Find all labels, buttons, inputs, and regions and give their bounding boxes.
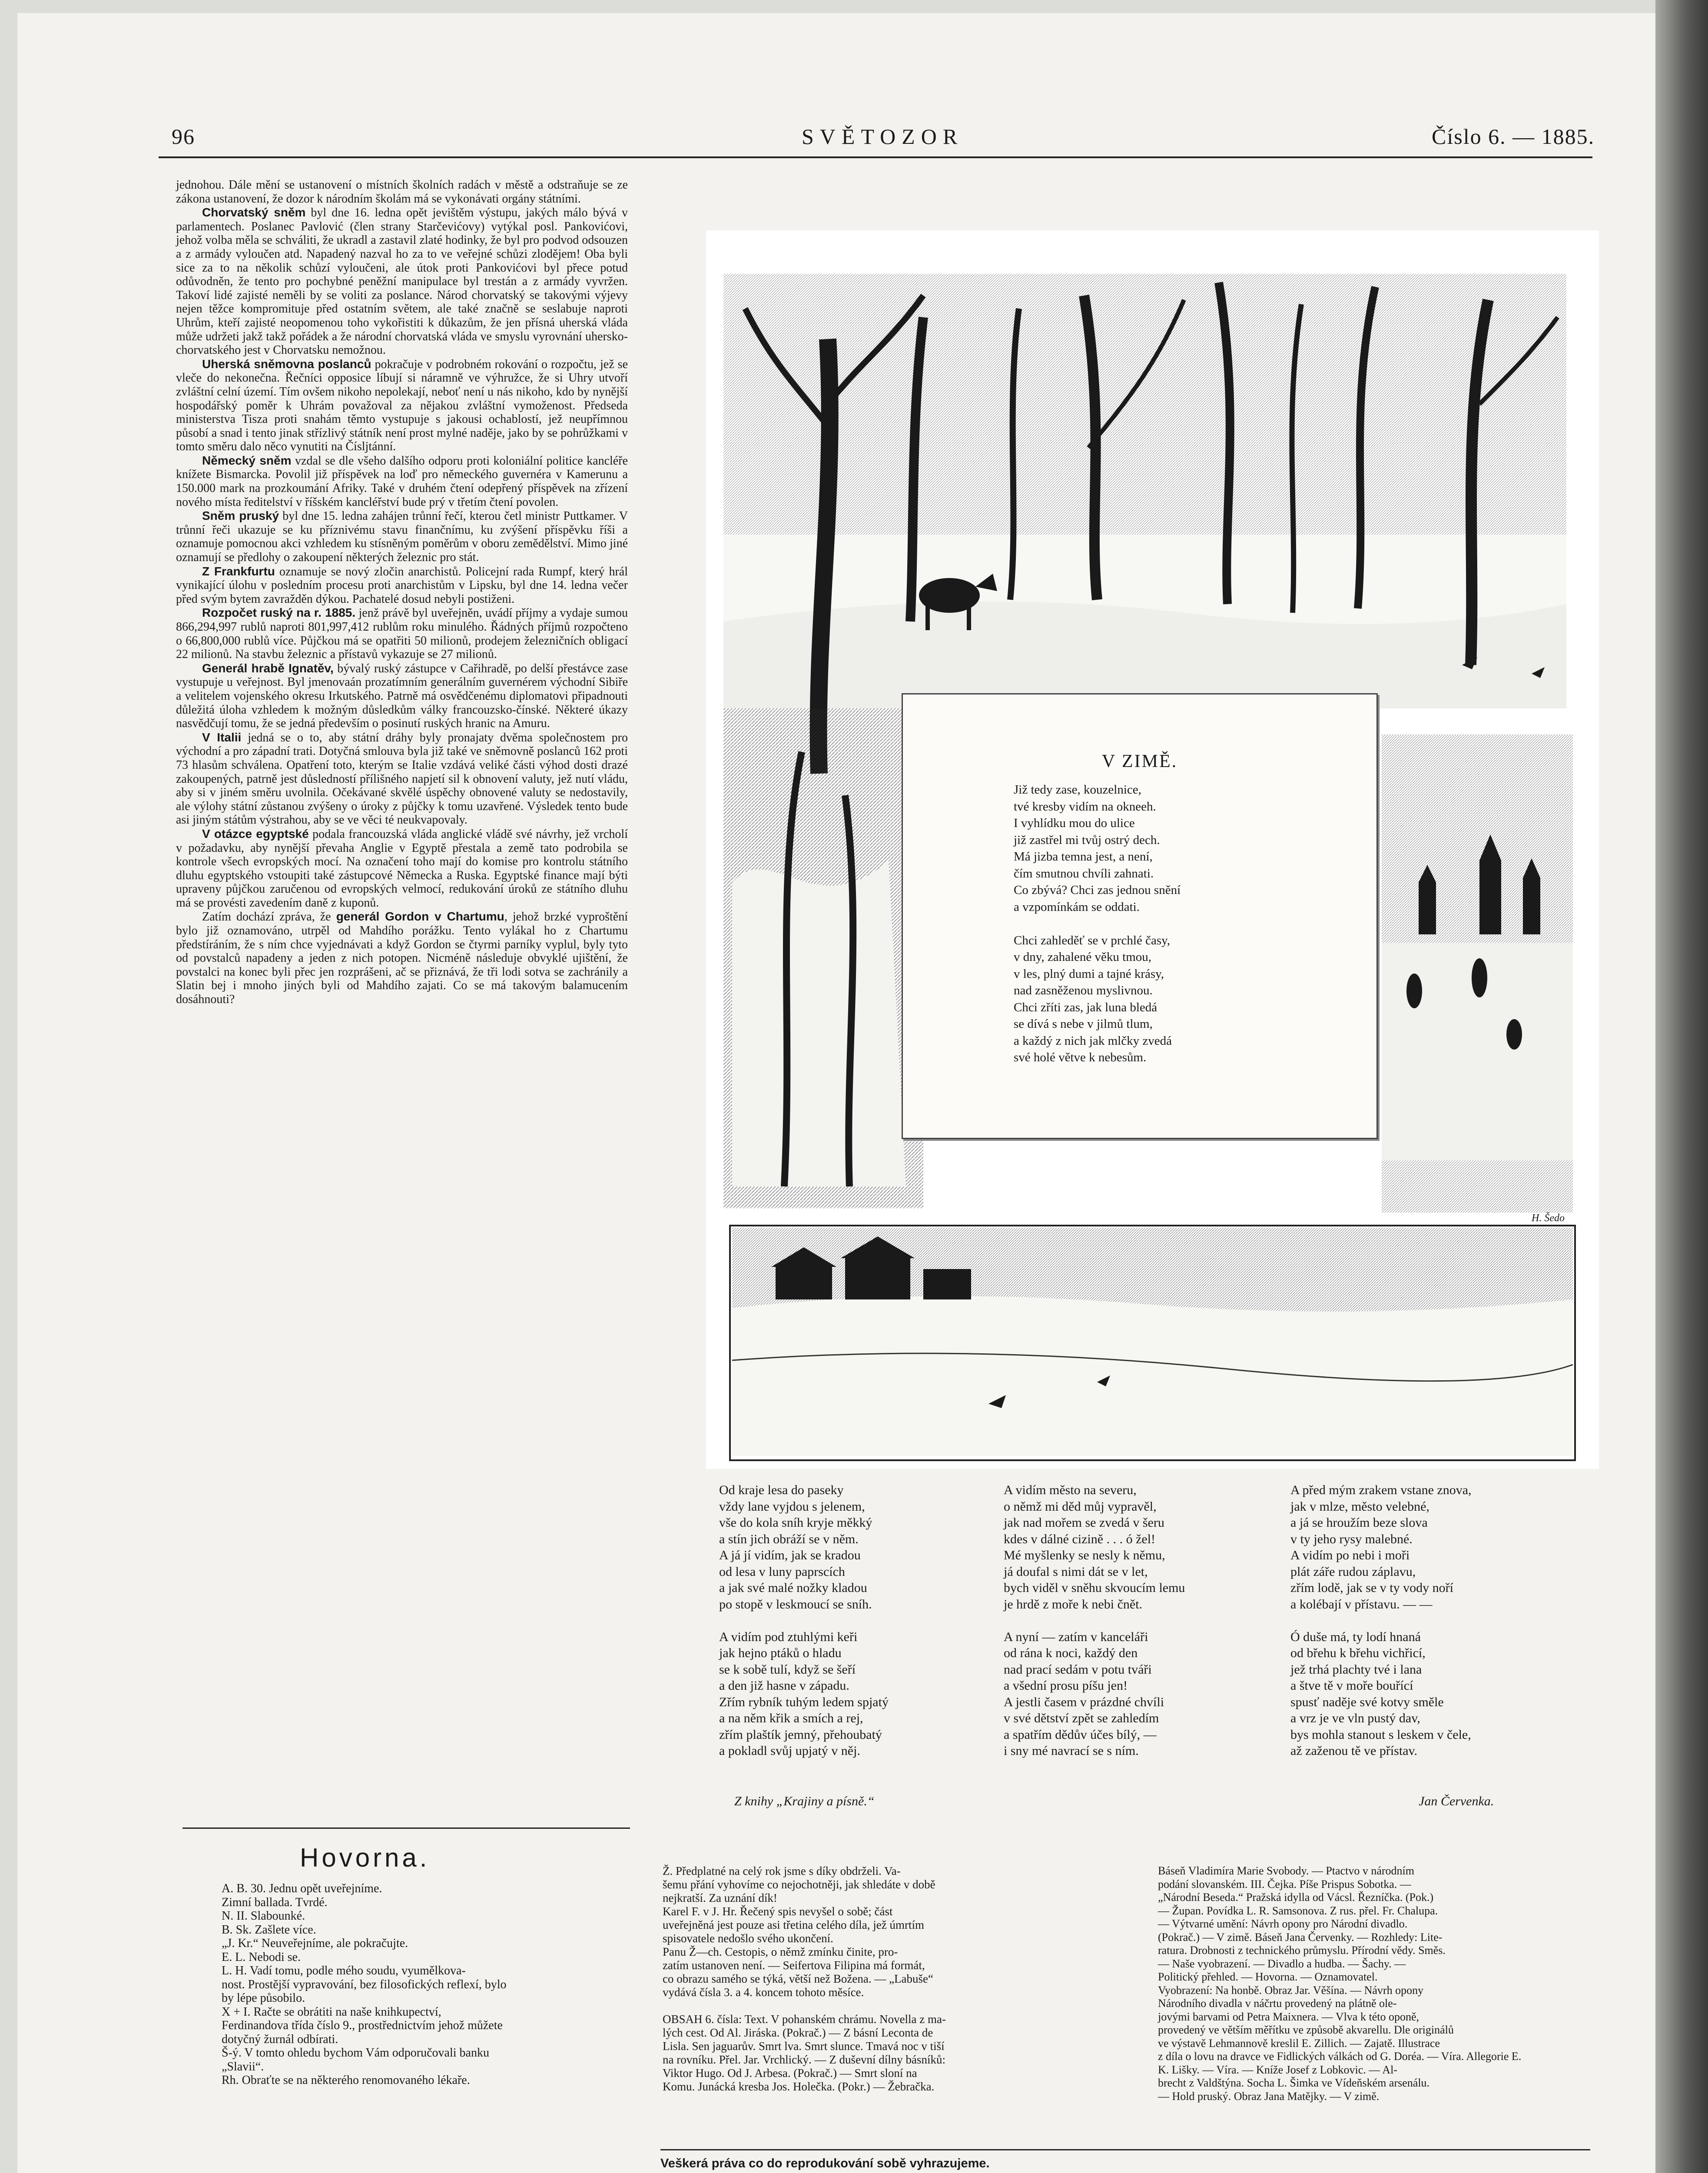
news-paragraph: V otázce egyptské podala francouzská vláda anglické vládě své návrhy, jež vrcholí v požadavku, aby nynější převaha Anglie v Egyptě přestala a země tato podrobila se kontrole všech evropských mocí. Na označení toho mají do komise pro kontrolu státního dluhu egyptského vstoupiti také zástupcové Německa a Ruska. Egyptské finance mají býti upraveny půjčkou zaručenou od evropských velmocí, redukování úroků ze státního dluhu má se provésti zavedením daně z kuponů. [176,827,628,910]
reader-replies-and-contents: Ž. Předplatné na celý rok jsme s díky obdrželi. Va- šemu přání vyhovíme co nejochotněji, jak shledáte v době nejkratší. Za uznání dík! Karel F. v J. Hr. Řečený spis nevyšel o sobě; část uveřejněná jest pouze asi třetina celého díla, jež úmrtím spisovatele nedošlo svého ukončení. Panu Ž—ch. Cestopis, o němž zmínku činite, pro- zatím ustanoven není. — Seifertova Filipina má formát, co obrazu samého se týká, větší než Božena. — „Labuše“ vydává čísla 3. a 4. koncem tohoto měsíce. OBSAH 6. čísla: Text. V pohanském chrámu. Novella z ma- lých cest. Od Al. Jiráska. (Pokrač.) — Z básní Leconta de Lisla. Sen jaguarův. Smrt lva. Smrt slunce. Tmavá noc v tiší na rovníku. Přel. Jar. Vrchlický. — Z duševní dílny básníků: Viktor Hugo. Od J. Arbesa. (Pokrač.) — Smrt sloní na Komu. Junácká kresba Jos. Holečka. (Pokr.) — Žebračka. [663,1864,946,2093]
news-heading: Generál hrabě Ignatěv, [202,661,334,675]
hovorna-title: Hovorna. [300,1843,430,1872]
news-heading: V Italii [202,730,242,744]
poem-card-stanzas: Již tedy zase, kouzelnice, tvé kresby vidím na okneeh. I vyhlídku mou do ulice již zastřel mi tvůj ostrý dech. Má jizba temna jest, a není, čím smutnou chvíli zahnati. Co zbývá? Chci zas jednou snění a vzpomínkám se oddati. Chci zahleděť se v prchlé časy, v dny, zahalené věku tmou, v les, plný dumi a tajné krásy, nad zasněženou myslivnou. Chci zříti zas, jak luna bledá se dívá s nebe v jilmů tlum, a každý z nich jak mlčky zvedá své holé větve k nebesům. [1014,783,1181,1064]
contents-continued: Báseň Vladimíra Marie Svobody. — Ptactvo v národním podání slovanském. III. Čejka. Píše Prispus Sobotka. — „Národní Beseda.“ Pražská idylla od Vácsl. Řezníčka. (Pok.) — Župan. Povídka L. R. Samsonova. Z rus. přel. Fr. Chalupa. — Výtvarné umění: Návrh opony pro Národní divadlo. (Pokrač.) — V zimě. Báseň Jana Červenky. — Rozhledy: Lite- ratura. Drobnosti z technického průmyslu. Přírodní vědy. Směs. — Naše vyobrazení. — Divadlo a hudba. — Šachy. — Politický přehled. — Hovorna. — Oznamovatel. Vyobrazení: Na honbě. Obraz Jar. Věšína. — Návrh opony Národního divadla v náčrtu provedený na plátně ole- jovými barvami od Petra Maixnera. — Vlva k této oponě, provedený ve větším měřítku ve způsobě akvarellu. Dle originálů ve výstavě Lehmannově kreslil E. Zillich. — Zajatě. Illustrace z díla o lovu na dravce ve Fidlických válkách od G. Doréa. — Víra. Allegorie E. K. Lišky. — Víra. — Kníže Josef z Lobkovic. — Al- brecht z Valdštýna. Socha L. Šimka ve Vídeňském arsenálu. — Hold pruský. Obraz Jana Matějky. — V zimě. [1158,1864,1522,2103]
hovorna-replies: A. B. 30. Jednu opět uveřejníme. Zimní ballada. Tvrdé. N. II. Slabounké. B. Sk. Zašlete více. „J. Kr.“ Neuveřejníme, ale pokračujte. E. L. Nebodi se. L. H. Vadí tomu, podle mého soudu, vyumělkova- nost. Prostější vypravování, bez filosofických reflexí, bylo by lépe působilo. X + I. Račte se obrátiti na naše knihkupectví, Ferdinandova třída číslo 9., prostřednictvím jehož můžete dotyčný žurnál odbírati. Š-ý. V tomto ohledu bychom Vám odporučovali banku „Slavii“. Rh. Obraťte se na některého renomovaného lékaře. [222,1882,507,2087]
news-heading: Z Frankfurtu [202,564,275,578]
issue-number: Číslo 6. — 1885. [1432,124,1595,149]
winter-illustration [706,230,1599,1469]
poem-column-3: A před mým zrakem vstane znova, jak v mlze, město velebné, a já se hroužím beze slova v ty jeho rysy malebné. A vidím po nebi i moři plát záře rudou záplavu, zřím lodě, jak se v ty vody noří a kolébají v přístavu. — — Ó duše má, ty lodí hnaná od břehu k břehu vichřicí, jež trhá plachty tvé i lana a štve tě v moře bouřící spusť naděje své kotvy směle a vrz je ve vln pustý dav, bys mohla stanout s leskem v čele, až zaženou tě ve přístav. [1290,1483,1472,1758]
poem-column-1: Od kraje lesa do paseky vždy lane vyjdou s jelenem, vše do kola sníh kryje měkký a stín jich obráží se v něm. A já jí vidím, jak se kradou od lesa v luny paprscích a jak své malé nožky kladou po stopě v leskmoucí se sníh. A vidím pod ztuhlými keři jak hejno ptáků o hladu se k sobě tulí, když se šeří a den již hasne v západu. Zřím rybník tuhým ledem spjatý a na něm křik a smích a rej, zřím plaštík jemný, přehoubatý a pokladl svůj upjatý v něj. [719,1483,889,1758]
poem-title: V ZIMĚ. [1101,751,1178,771]
news-paragraph: Z Frankfurtu oznamuje se nový zločin anarchistů. Policejní rada Rumpf, který hrál vynikající úlohu v posledním procesu proti anarchistům v Lipsku, byl dne 14. ledna večer před svým bytem zavražděn dýkou. Pachatelé dosud nebyli postiženi. [176,564,628,606]
news-paragraph: Chorvatský sněm byl dne 16. ledna opět jevištěm výstupu, jakých málo bývá v parlamentech. Poslanec Pavlović (člen strany Starčevićovy) vytýkal posl. Pankovićovi, jehož volba měla se schváliti, že ukradl a zastavil zlaté hodinky, že byl pro podvod odsouzen a z armády vyloučen atd. Napadený nazval ho za to ve veřejné schůzi zlodějem! Oba byli sice za to na několik schůzí vyloučeni, ale útok proti Pankovićovi byl přece potud odůvodněn, že tento pro pochybné peněžní manipulace byl trestán a z armády vyvržen. Takoví lidé zajisté neměli by se voliti za poslance. Národ chorvatský se takovými výjevy nejen těžce kompromituje před ostatním světem, ale také značně se seslabuje naproti Uhrům, kteří zajisté neopomenou toho vykořistiti k důkazům, že jen přísná uherská vláda může udržeti jakž takž pořádek a že národní chorvatská vláda ve smyslu vyrovnání uhersko-chorvatského jest v Chorvatsku nemožnou. [176,206,628,357]
news-paragraph: Německý sněm vzdal se dle všeho dalšího odporu proti koloniální politice kancléře knížete Bismarcka. Povolil již příspěvek na loď pro německého guvernéra v Kamerunu a 150.000 mark na prozkoumání Afriky. Také v druhém čtení odepřený příspěvek na zřízení nového místa ředitelství v říšském kancléřství bude prý v třetím čtení povolen. [176,453,628,509]
news-paragraph: Sněm pruský byl dne 15. ledna zahájen trůnní řečí, kterou četl ministr Puttkamer. V trůnní řeči ukazuje se ku příznivému stavu finančnímu, ku zvýšení příspěvku říši a oznamuje pomocnou akci vzhledem ku stísněným poměrům v oboru zemědělství. Mimo jiné oznamují se předlohy o zakoupení některých železnic pro stát. [176,509,628,565]
artist-signature: H. Šedo [1532,1213,1565,1224]
header-rule [159,156,1592,158]
news-paragraph: Generál hrabě Ignatěv, bývalý ruský zástupce v Cařihradě, po delší přestávce zase vystupuje u veřejnost. Byl jmenovaán prozatímním generálním guvernérem východní Sibiře a velitelem vojenského okresu Irkutského. Patrně má osvědčenému diplomatovi připadnouti důležitá úloha vzhledem k možným důsledkům války francouzsko-čínské. Některé úkazy nasvědčují tomu, že se jedná především o posinutí ruských hranic na Amuru. [176,661,628,731]
news-paragraph: V Italii jedná se o to, aby státní dráhy byly pronajaty dvěma společnostem pro východní a pro západní trati. Dotyčná smlouva byla již také ve sněmovně poslanců 162 proti 73 hlasům schválena. Opatření toto, kterým se Italie vzdává veliké části výhod dosti drazé zakoupených, patrně jest důsledností přílišného napjetí sil k obnovení valuty, jež nutí vládu, aby si v jiném směru uvolnila. Očekávané skvělé úspěchy obnovené valuty se nedostavily, ale výlohy státní zůstanou zvýšeny o úroky z půjčky k tomu uzavřené. Výsledek tento bude asi jiným státům výstrahou, aby se ve věci té neukvapovaly. [176,730,628,827]
news-heading: Německý sněm [202,453,292,467]
page-number: 96 [172,124,195,149]
poem-source: Z knihy „Krajiny a písně.“ [734,1794,875,1808]
page-edge [1655,0,1708,2173]
rights-notice: Veškerá práva co do reprodukování sobě vyhrazujeme. [660,2156,990,2170]
footer-rule-top [660,2149,1590,2150]
news-heading: Chorvatský sněm [202,206,306,219]
news-paragraph: Uherská sněmovna poslanců pokračuje v podrobném rokování o rozpočtu, jež se vleče do nekonečna. Řečníci opposice líbují si náramně ve výhružce, že si Uhry utvoří zvláštní celní území. Tím ovšem nikoho nepolekají, neboť není u nás nikoho, kdo by nynější hospodářský poměr k Uhrám považoval za nějakou zvláštní vymoženost. Předseda ministerstva Tisza proti snahám těmto vystupuje s jakousi ochablostí, jež neupřímnou působí a snad i tento jinak střízlivý státník není prost mylné naděje, jako by se pohrůžkami v tomto směru dalo něco vynutiti na Čísljtánní. [176,357,628,454]
poem-card [902,693,1378,1139]
political-news-column [176,178,628,1007]
news-paragraph: jednohou. Dále mění se ustanovení o místních školních radách v městě a odstraňuje se ze zákona ustanovení, že dozor k národním školám má se vykonávati orgány státními. [176,178,628,206]
news-heading: Rozpočet ruský na r. 1885. [202,606,356,620]
news-heading: V otázce egyptské [202,827,309,841]
news-heading: generál Gordon v Chartumu [336,910,504,924]
news-heading: Sněm pruský [202,509,279,523]
poem-column-2: A vidím město na severu, o němž mi děd můj vypravěl, jak nad mořem se zvedá v šeru kdes v dálné cizině . . . ó žel! Mé myšlenky se nesly k němu, já doufal s nimi dát se v let, bych viděl v sněhu skvoucím lemu je hrdě z moře k nebi čnět. A nyní — zatím v kanceláři od rána k noci, každý den nad prací sedám v potu tváři a všední prosu píšu jen! A jestli časem v prázdné chvíli v své dětství zpět se zahledím a spatřím dědův účes bílý, — i sny mé navrací se s ním. [1004,1483,1185,1758]
masthead: SVĚTOZOR [802,124,964,149]
hovorna-rule [182,1827,630,1829]
news-paragraph: Zatím dochází zpráva, že generál Gordon v Chartumu, jehož brzké vyproštění bylo již oznamováno, utrpěl od Mahdího porážku. Tento vylákal ho z Chartumu předstíráním, že s ním chce vyjednávati a když Gordon se čtyrmi parníky vyplul, byly tyto od povstalců napadeny a jeden z nich potopen. Nicméně následuje obvyklé ujištění, že povstalci na konec byli přec jen rozprášeni, ač se přiznává, že tři lodi sotva se zachránily a Slatin bej i mnoho jiných byli od Mahdího zajati. Co se má takovým balamucením dosáhnouti? [176,910,628,1007]
news-paragraph: Rozpočet ruský na r. 1885. jenž právě byl uveřejněn, uvádí příjmy a vydaje sumou 866,294,997 rublů naproti 801,997,412 rublům roku minulého. Řádných příjmů rozpočteno o 66,800,000 rublů více. Půjčkou má se opatřiti 50 milionů, prodejem železničních obligací 22 milionů. Na stavbu železnic a přístavů vykazuje se 27 milionů. [176,606,628,661]
news-heading: Uherská sněmovna poslanců [202,357,371,371]
poem-author: Jan Červenka. [1419,1794,1494,1808]
